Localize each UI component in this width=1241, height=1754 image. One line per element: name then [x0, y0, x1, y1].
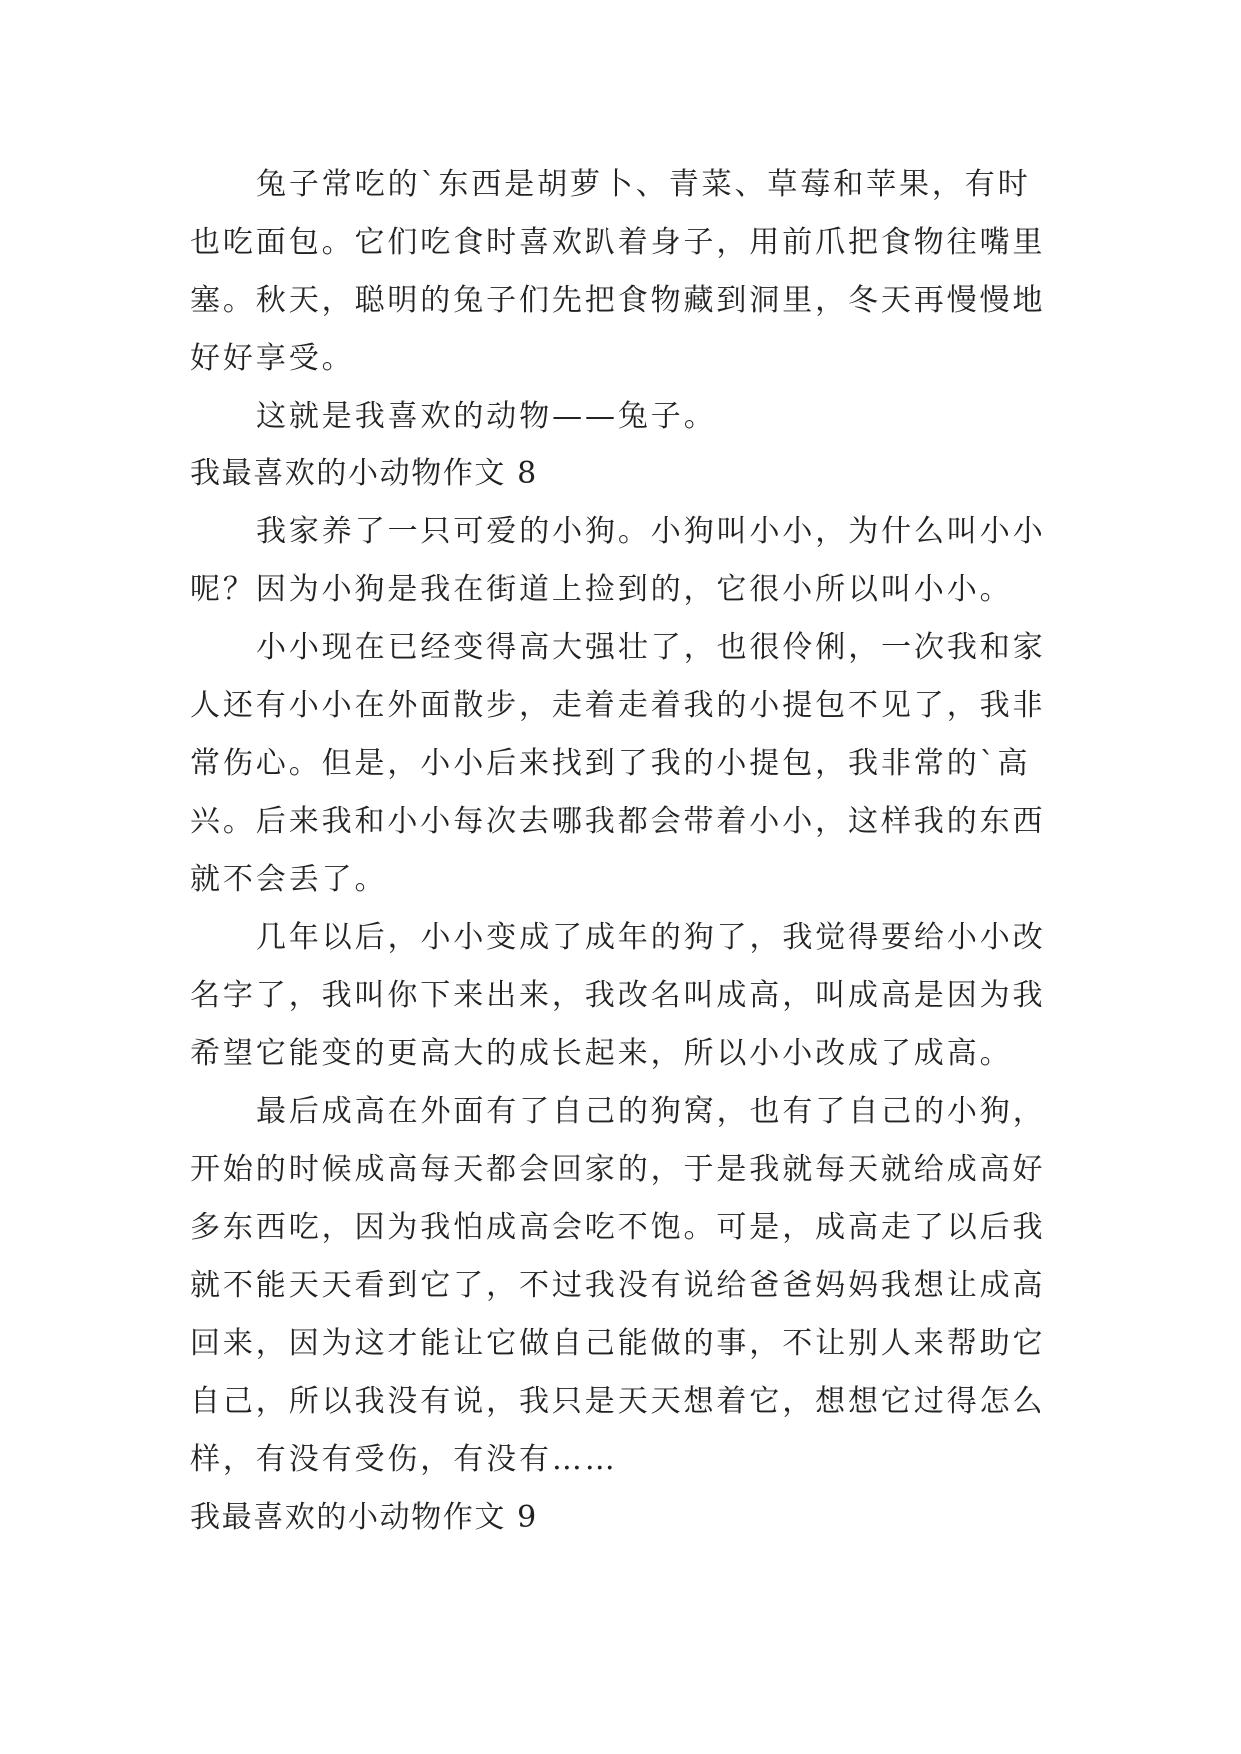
- paragraph-line: 好好享受。: [190, 341, 355, 376]
- paragraph-line: 这就是我喜欢的动物——兔子。: [256, 399, 717, 434]
- paragraph-line: 我家养了一只可爱的小狗。小狗叫小小，为什么叫小小: [256, 514, 1046, 549]
- paragraph-line: 希望它能变的更高大的成长起来，所以小小改成了成高。: [190, 1036, 1013, 1071]
- paragraph-line: 人还有小小在外面散步，走着走着我的小提包不见了，我非: [190, 688, 1046, 723]
- paragraph-line: 塞。秋天，聪明的兔子们先把食物藏到洞里，冬天再慢慢地: [190, 283, 1046, 318]
- paragraph-line: 就不会丢了。: [190, 862, 388, 897]
- paragraph-line: 名字了，我叫你下来出来，我改名叫成高，叫成高是因为我: [190, 978, 1046, 1013]
- paragraph-line: 也吃面包。它们吃食时喜欢趴着身子，用前爪把食物往嘴里: [190, 225, 1046, 260]
- paragraph-line: 最后成高在外面有了自己的狗窝，也有了自己的小狗，: [256, 1094, 1046, 1129]
- paragraph-line: 几年以后，小小变成了成年的狗了，我觉得要给小小改: [256, 920, 1046, 955]
- paragraph-line: 呢？因为小狗是我在街道上捡到的，它很小所以叫小小。: [190, 572, 1013, 607]
- paragraph-line: 兔子常吃的`东西是胡萝卜、青菜、草莓和苹果，有时: [256, 167, 1031, 202]
- paragraph-line: 样，有没有受伤，有没有……: [190, 1442, 618, 1477]
- paragraph-line: 多东西吃，因为我怕成高会吃不饱。可是，成高走了以后我: [190, 1210, 1046, 1245]
- paragraph-line: 兴。后来我和小小每次去哪我都会带着小小，这样我的东西: [190, 804, 1046, 839]
- section-heading: 我最喜欢的小动物作文 8: [190, 456, 538, 491]
- paragraph-line: 常伤心。但是，小小后来找到了我的小提包，我非常的`高: [190, 746, 1031, 781]
- paragraph-line: 回来，因为这才能让它做自己能做的事，不让别人来帮助它: [190, 1326, 1046, 1361]
- paragraph-line: 自己，所以我没有说，我只是天天想着它，想想它过得怎么: [190, 1384, 1046, 1419]
- section-heading: 我最喜欢的小动物作文 9: [190, 1500, 538, 1535]
- paragraph-line: 就不能天天看到它了，不过我没有说给爸爸妈妈我想让成高: [190, 1268, 1046, 1303]
- paragraph-line: 开始的时候成高每天都会回家的，于是我就每天就给成高好: [190, 1152, 1046, 1187]
- paragraph-line: 小小现在已经变得高大强壮了，也很伶俐，一次我和家: [256, 630, 1046, 665]
